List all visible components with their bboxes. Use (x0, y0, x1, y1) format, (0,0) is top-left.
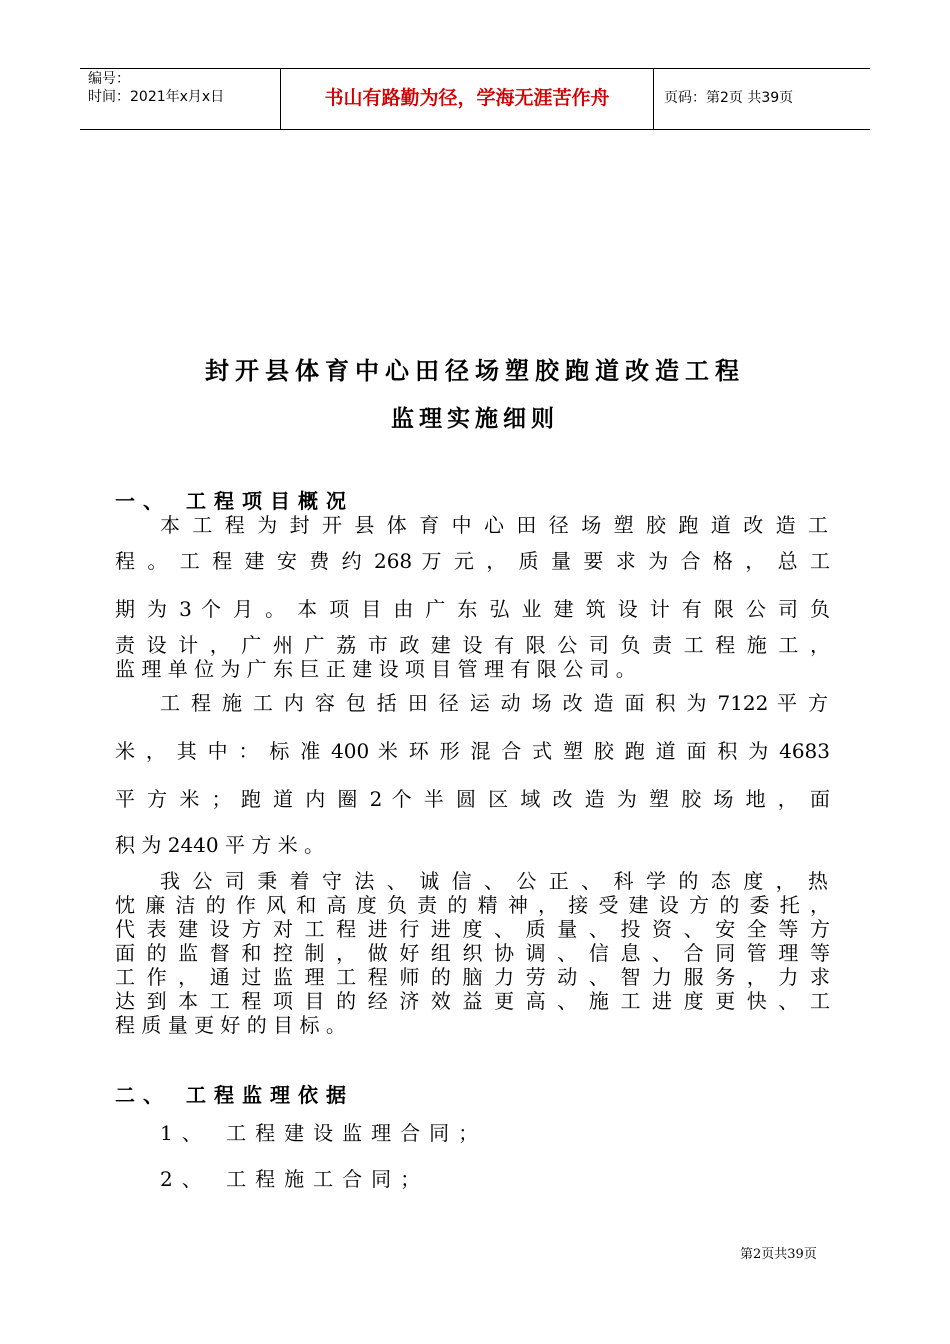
page-footer-number: 第2页共39页 (740, 1247, 817, 1262)
paragraph-line: 工 程 施 工 内 容 包 括 田 径 运 动 场 改 造 面 积 为 7122 平 方 (160, 691, 828, 715)
header-page-cell (654, 69, 870, 129)
document-number-label: 编号： (88, 71, 130, 87)
paragraph-line: 米 ， 其 中 ： 标 准 400 米 环 形 混 合 式 塑 胶 跑 道 面 积 为 4683 (115, 739, 830, 763)
section-heading-1: 一、 工程项目概况 (115, 489, 354, 513)
paragraph-line: 本 工 程 为 封 开 县 体 育 中 心 田 径 场 塑 胶 跑 道 改 造 工 (160, 513, 828, 537)
header-motto-cell (281, 69, 654, 129)
header-motto: 书山有路勤为径，学海无涯苦作舟 (324, 87, 610, 109)
paragraph-line: 平 方 米 ； 跑 道 内 圈 2 个 半 圆 区 域 改 造 为 塑 胶 场 地 ， 面 (115, 787, 830, 811)
paragraph-line: 程 质 量 更 好 的 目 标 。 (115, 1013, 346, 1037)
document-subtitle: 监理实施细则 (391, 405, 559, 432)
header-meta-cell (80, 69, 281, 129)
paragraph-line: 积 为 2440 平 方 米 。 (115, 833, 325, 857)
paragraph-line: 代 表 建 设 方 对 工 程 进 行 进 度 、 质 量 、 投 资 、 安 全 等 方 (115, 917, 830, 941)
paragraph-line: 忱 廉 洁 的 作 风 和 高 度 负 责 的 精 神 ， 接 受 建 设 方 的 委 托 ， (115, 893, 830, 917)
paragraph-line: 监 理 单 位 为 广 东 巨 正 建 设 项 目 管 理 有 限 公 司 。 (115, 657, 636, 681)
paragraph-line: 我 公 司 秉 着 守 法 、 诚 信 、 公 正 、 科 学 的 态 度 ， 热 (160, 869, 828, 893)
paragraph-line: 责 设 计 ， 广 州 广 荔 市 政 建 设 有 限 公 司 负 责 工 程 施 工 ， (115, 633, 830, 657)
header-page-info: 页码：第2页 共39页 (664, 90, 794, 106)
page-header (80, 68, 870, 130)
document-time-label: 时间：2021年x月x日 (88, 89, 225, 105)
paragraph-line: 程 。 工 程 建 安 费 约 268 万 元 ， 质 量 要 求 为 合 格 ， 总 工 (115, 549, 830, 573)
paragraph-line: 面 的 监 督 和 控 制 ， 做 好 组 织 协 调 、 信 息 、 合 同 管 理 等 (115, 941, 830, 965)
list-item: 1、 工程建设监理合同； (160, 1121, 488, 1145)
section-heading-2: 二、 工程监理依据 (115, 1083, 354, 1107)
list-item: 2、 工程施工合同； (160, 1167, 430, 1191)
paragraph-line: 期 为 3 个 月 。 本 项 目 由 广 东 弘 业 建 筑 设 计 有 限 公 司 负 (115, 597, 830, 621)
paragraph-line: 工 作 ， 通 过 监 理 工 程 师 的 脑 力 劳 动 、 智 力 服 务 ， 力 求 (115, 965, 830, 989)
paragraph-line: 达 到 本 工 程 项 目 的 经 济 效 益 更 高 、 施 工 进 度 更 快 、 工 (115, 989, 830, 1013)
document-title: 封开县体育中心田径场塑胶跑道改造工程 (205, 356, 745, 385)
